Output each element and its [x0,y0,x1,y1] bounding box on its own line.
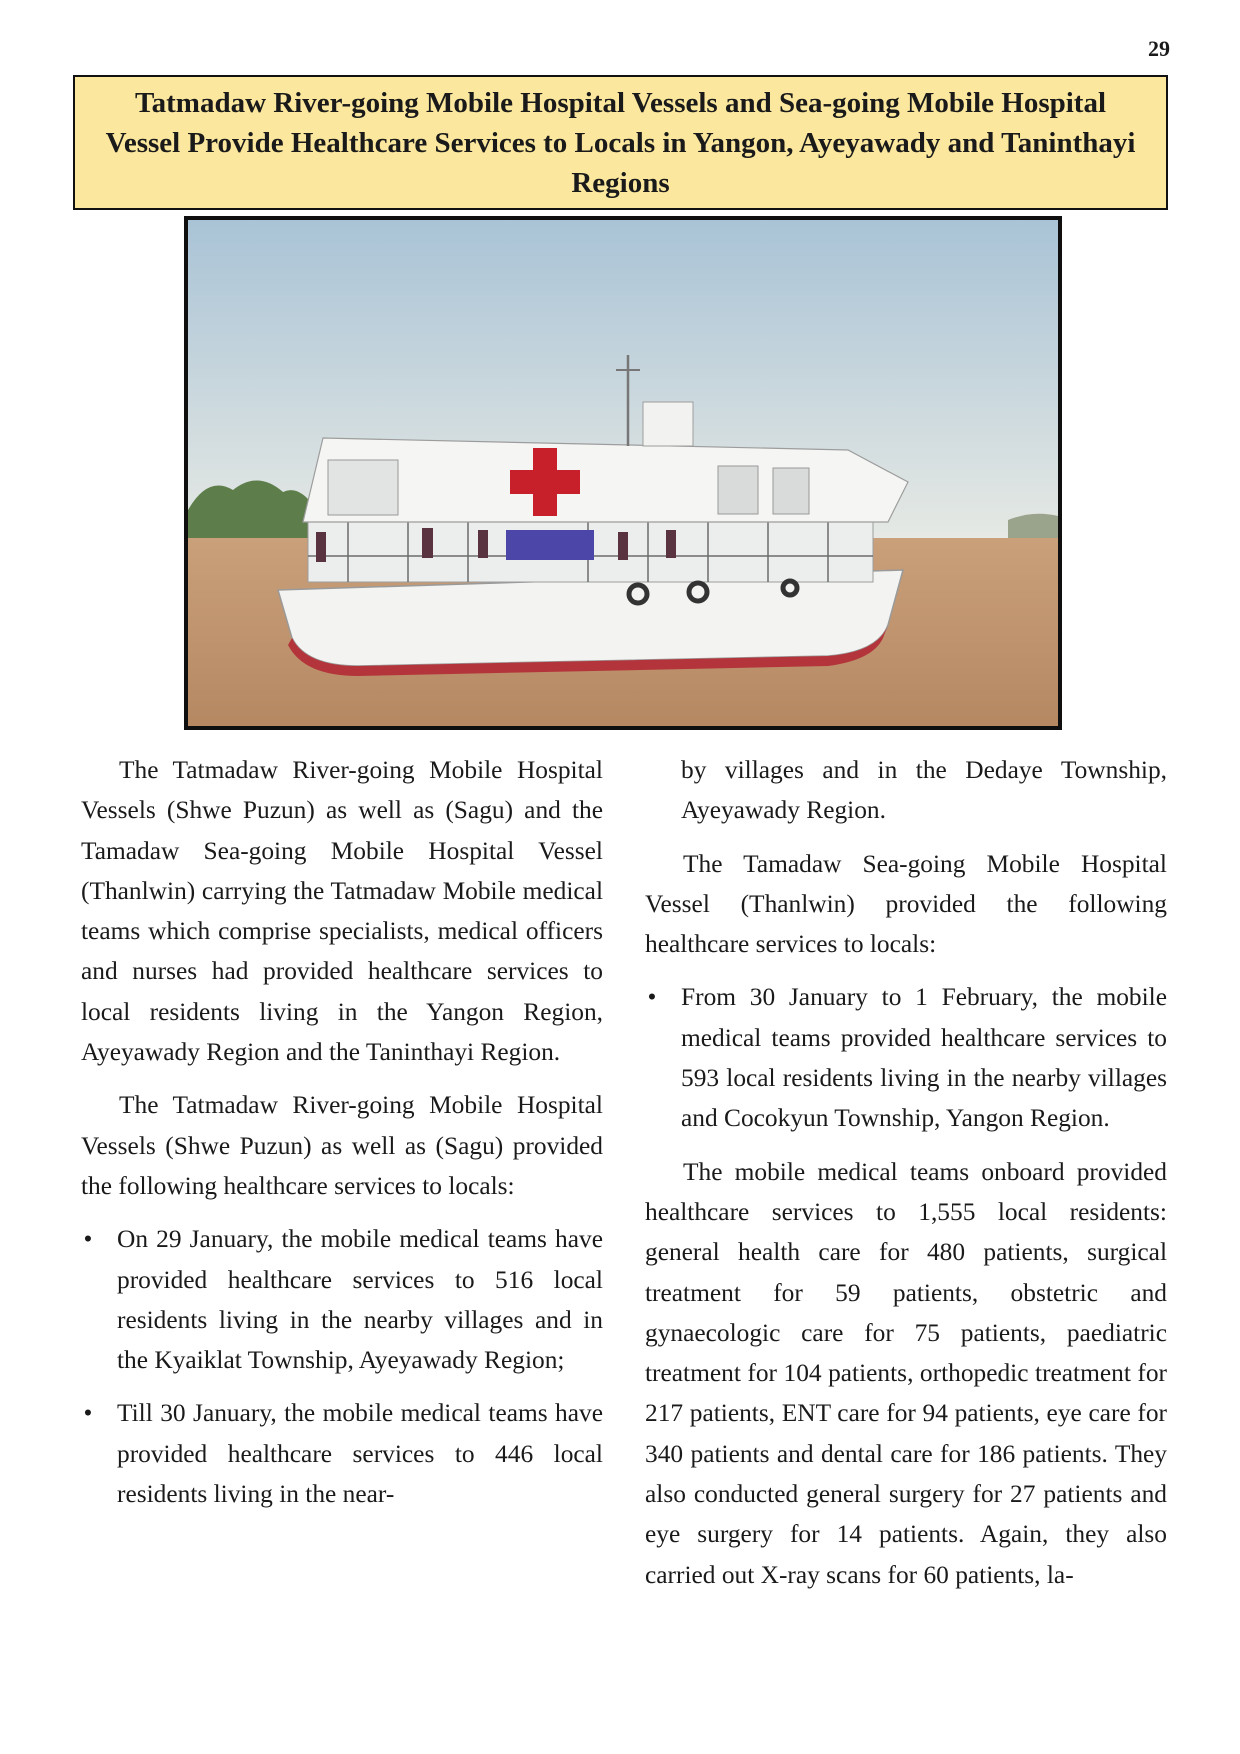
article-headline: Tatmadaw River-going Mobile Hospital Vessels and Sea-going Mobile Hospital Vessel Provide Healthcare Services to Locals in Yangon, Ayeyawady and Taninthayi Regions [105,86,1136,199]
headline-box [73,75,1168,210]
right-column [645,750,1167,1608]
bullet-item [645,977,1167,1138]
continued-bullet-text: by villages and in the Dedaye Township, Ayeyawady Region. [681,756,1167,825]
bullet-item [81,1219,603,1380]
bullet-icon: • [83,1225,93,1254]
bullet-icon: • [647,983,657,1012]
bullet-text: On 29 January, the mobile medical teams have provided healthcare services to 516 local residents living in the nearby villages and in the Kyaiklat Township, Ayeyawady Region; [117,1225,603,1375]
left-column [81,750,603,1527]
vessel-banner [506,530,594,560]
bullet-list [645,977,1167,1138]
page-number: 29 [1148,36,1170,61]
bullet-item [81,1393,603,1514]
bullet-icon: • [83,1399,93,1428]
body-paragraph: The Tatmadaw River-going Mobile Hospital Vessels (Shwe Puzun) as well as (Sagu) provided the following healthcare services to locals: [81,1091,603,1200]
bullet-text: Till 30 January, the mobile medical teams have provided healthcare services to 446 local residents living in the near- [117,1399,603,1509]
bullet-text: From 30 January to 1 February, the mobile medical teams provided healthcare services to 593 local residents living in the nearby villages and Cocokyun Township, Yangon Region. [681,983,1167,1133]
wheelhouse [643,402,693,446]
article-photo [184,216,1062,730]
body-paragraph: The mobile medical teams onboard provided healthcare services to 1,555 local residents: general health care for 480 patients, surgical treatment for 59 patients, obstetric and gynaecologic care for 75 patients, paediatric treatment for 104 patients, orthopedic treatment for 217 patients, ENT care for 94 patients, eye care for 340 patients and dental care for 186 patients. They also conducted general surgery for 27 patients and eye surgery for 14 patients. Again, they also carried out X-ray scans for 60 patients, la- [645,1157,1167,1589]
body-paragraph: The Tamadaw Sea-going Mobile Hospital Vessel (Thanlwin) provided the following healthcare services to locals: [645,849,1167,959]
bullet-list [81,1219,603,1514]
hospital-vessel-illustration [188,220,1058,726]
body-paragraph: The Tatmadaw River-going Mobile Hospital Vessels (Shwe Puzun) as well as (Sagu) and the Tamadaw Sea-going Mobile Hospital Vessel (Thanlwin) carrying the Tatmadaw Mobile medical teams which comprise specialists, medical officers and nurses had provided healthcare services to local residents living in the Yangon Region, Ayeyawady Region and the Taninthayi Region. [81,756,603,1067]
